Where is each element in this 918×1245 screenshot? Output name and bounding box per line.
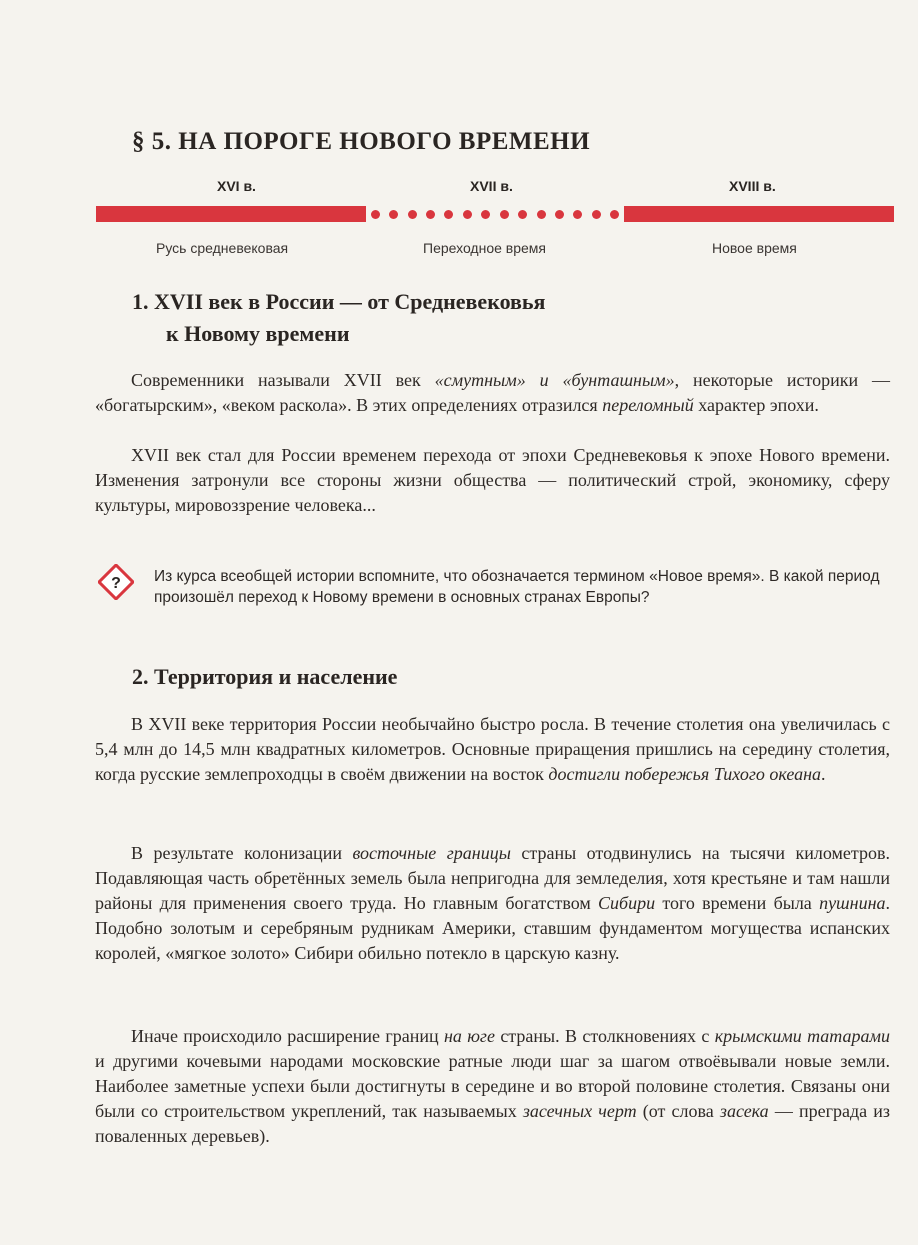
svg-text:?: ? [111, 575, 121, 592]
question-text: Из курса всеобщей истории вспомните, что обозначается термином «Новое время». В какой период произошёл переход к Новому времени в основных странах Европы? [154, 568, 880, 606]
century-label-16: XVI в. [217, 178, 256, 194]
timeline-dot [426, 210, 435, 219]
chapter-title: § 5. НА ПОРОГЕ НОВОГО ВРЕМЕНИ [132, 128, 591, 155]
section-1-paragraph-2: XVII век стал для России временем перехода от эпохи Средневековья к эпохе Нового времени. Изменения затронули все стороны жизни общества — политический строй, экономику, сферу культуры, мировоззрение человека... [95, 445, 890, 515]
century-label-17: XVII в. [470, 178, 513, 194]
question-box [92, 560, 892, 630]
timeline-dot [610, 210, 619, 219]
timeline-dot [500, 210, 509, 219]
timeline-modern-bar [624, 206, 894, 222]
timeline-dot [389, 210, 398, 219]
timeline-dot [408, 210, 417, 219]
section-2-paragraph-3: Иначе происходило расширение границ на юге страны. В столкновениях с крымскими татарами и другими кочевыми народами московские ратные люди шаг за шагом отвоёвывали новые земли. Наиболее заметные успехи были достигнуты в середине и во второй половине столетия. Связаны они были со строительством укреплений, так называемых засечных черт (от слова засека — преграда из поваленных деревьев). [95, 1026, 891, 1146]
section-2-paragraph-1: В XVII веке территория России необычайно быстро росла. В течение столетия она увеличилась с 5,4 млн до 14,5 млн квадратных километров. Основные приращения пришлись на середину столетия, когда русские землепроходцы в своём движении на восток достигли побережья Тихого океана. [95, 714, 890, 784]
timeline-dot [444, 210, 453, 219]
timeline-dot [592, 210, 601, 219]
century-label-18: XVIII в. [729, 178, 776, 194]
section-2-paragraph-2: В результате колонизации восточные границы страны отодвинулись на тысячи километров. Подавляющая часть обретённых земель была непригодна для земледелия, хотя крестьяне и там нашли районы для применения своего труда. Но главным богатством Сибири того времени была пушнина. Подобно золотым и серебряным рудникам Америки, ставшим фундаментом могущества испанских королей, «мягкое золото» Сибири обильно потекло в царскую казну. [95, 843, 890, 963]
section-1-heading-line2: к Новому времени [166, 321, 350, 346]
period-label-transition: Переходное время [423, 240, 547, 256]
section-2-heading: 2. Территория и население [132, 664, 398, 689]
timeline-dot [463, 210, 472, 219]
timeline-dot [481, 210, 490, 219]
section-1-paragraph-1: Современники называли XVII век «смутным» и «бунташным», некоторые историки — «богатырским», «веком раскола». В этих определениях отразился переломный характер эпохи. [95, 370, 890, 415]
timeline-dot [537, 210, 546, 219]
timeline-medieval-bar [96, 206, 366, 222]
timeline-dot [518, 210, 527, 219]
period-label-modern: Новое время [712, 240, 797, 256]
timeline-transition-dots [366, 208, 624, 220]
timeline-dot [573, 210, 582, 219]
section-1-heading [132, 286, 545, 350]
question-diamond-icon [98, 564, 134, 600]
section-1-heading-line1: 1. XVII век в России — от Средневековья [132, 289, 546, 314]
period-label-medieval: Русь средневековая [156, 240, 289, 256]
timeline-dot [555, 210, 564, 219]
timeline-dot [371, 210, 380, 219]
